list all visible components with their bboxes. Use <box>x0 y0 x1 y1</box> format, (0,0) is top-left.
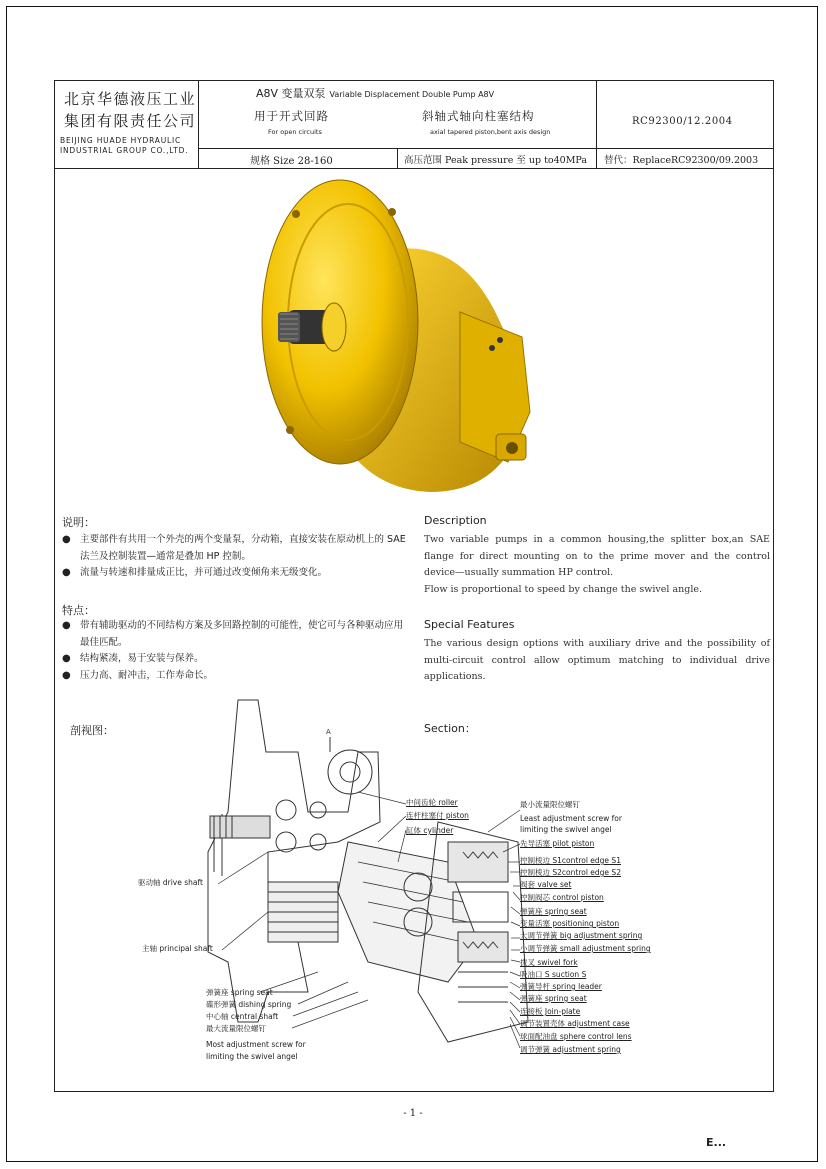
section-marker-a: A <box>326 728 331 736</box>
label-right-0: 最小流量限位螺钉 <box>520 800 580 809</box>
size-range: 规格 Size 28-160 <box>250 156 333 167</box>
label-right-1: Least adjustment screw for <box>520 814 622 823</box>
label-most-adjustment-cn: 最大流量限位螺钉 <box>206 1024 266 1033</box>
section-heading-cn: 剖视图： <box>70 724 114 737</box>
list-item: ● 压力高、耐冲击，工作寿命长。 <box>62 668 412 685</box>
label-drive-shaft: 驱动轴 drive shaft <box>138 878 203 887</box>
label-right-2: limiting the swivel angel <box>520 825 612 834</box>
open-circuit-cn: 用于开式回路 <box>254 109 329 123</box>
label-right-5: 控制棱边 S2control edge S2 <box>520 868 621 877</box>
list-item: ● 主要部件有共用一个外壳的两个变量泵，分动箱，直接安装在原动机上的 SAE 法兰及控制装置—通常是叠加 HP 控制。 <box>62 532 412 565</box>
label-right-8: 弹簧座 spring seat <box>520 907 587 916</box>
design-en: axial tapered piston,bent axis design <box>430 128 551 136</box>
label-right-16: 连接板 Join-plate <box>520 1007 581 1016</box>
company-name-en: BEIJING HUADE HYDRAULIC INDUSTRIAL GROUP CO.,LTD. <box>60 136 189 155</box>
label-right-6: 阀套 valve set <box>520 880 572 889</box>
label-dishing-spring: 碟形弹簧 dishing spring <box>206 1000 292 1009</box>
design-cn: 斜轴式轴向柱塞结构 <box>422 109 535 123</box>
label-spring-seat-left: 弹簧座 spring seat <box>206 988 273 997</box>
label-right-14: 弹簧导杆 spring leader <box>520 982 602 991</box>
label-cylinder: 缸体 cylinder <box>406 826 454 835</box>
page-number: - 1 - <box>403 1108 423 1119</box>
label-right-10: 大调节弹簧 big adjustment spring <box>520 931 643 940</box>
features-heading-cn: 特点： <box>62 604 95 617</box>
corner-mark: E... <box>706 1136 727 1149</box>
pressure-range: 高压范围 Peak pressure 至 up to40MPa <box>404 155 588 166</box>
description-heading-cn: 说明： <box>62 516 95 529</box>
features-list-cn <box>62 618 412 684</box>
label-roller: 中间齿轮 roller <box>406 798 458 807</box>
label-right-3: 先导活塞 pilot piston <box>520 839 595 848</box>
pump-photo <box>260 172 550 502</box>
label-right-12: 拨叉 swivel fork <box>520 958 578 967</box>
description-list-cn <box>62 532 412 582</box>
label-right-15: 弹簧座 spring seat <box>520 994 587 1003</box>
list-item: ● 带有辅助驱动的不同结构方案及多回路控制的可能性，使它可与各种驱动应用最佳匹配。 <box>62 618 412 651</box>
label-right-17: 调节装置壳体 adjustment case <box>520 1019 630 1028</box>
document-number: RC92300/12.2004 <box>632 116 733 127</box>
label-right-18: 球面配油盘 sphere control lens <box>520 1032 632 1041</box>
list-item: ● 流量与转速和排量成正比，并可通过改变倾角来无级变化。 <box>62 565 412 582</box>
list-item: ● 结构紧凑，易于安装与保养。 <box>62 651 412 668</box>
label-right-4: 控制棱边 S1control edge S1 <box>520 856 621 865</box>
description-heading-en: Description <box>424 514 487 527</box>
product-title: A8V 变量双泵 Variable Displacement Double Pump A8V <box>256 87 495 100</box>
label-right-13: 吸油口 S suction S <box>520 970 587 979</box>
company-name-cn: 北京华德液压工业 集团有限责任公司 <box>64 90 197 130</box>
open-circuit-en: For open circuits <box>268 128 322 136</box>
label-central-shaft: 中心轴 central shaft <box>206 1012 279 1021</box>
features-text-en: The various design options with auxiliary drive and the possibility of multi-circuit control allow optimum matching to individual drive applications. <box>424 638 770 682</box>
label-right-11: 小调节弹簧 small adjustment spring <box>520 944 651 953</box>
label-most-adjustment-en-2: limiting the swivel angel <box>206 1052 298 1061</box>
description-text-en: Two variable pumps in a common housing,the splitter box,an SAE flange for direct mounting on to the prime mover and the control device—usually summation HP control. Flow is proportional to speed by change the swivel angle. <box>424 534 770 595</box>
features-heading-en: Special Features <box>424 618 515 631</box>
replace-note: 替代：ReplaceRC92300/09.2003 <box>604 155 759 166</box>
label-most-adjustment-en-1: Most adjustment screw for <box>206 1040 306 1049</box>
label-right-7: 控制阀芯 control piston <box>520 893 604 902</box>
label-right-9: 变量活塞 positioning piston <box>520 919 620 928</box>
label-right-19: 调节弹簧 adjustment spring <box>520 1045 621 1054</box>
label-principal-shaft: 主轴 principal shaft <box>142 944 213 953</box>
section-heading-en: Section： <box>424 722 476 735</box>
header-table <box>54 80 774 168</box>
label-piston: 连杆柱塞付 piston <box>406 811 469 820</box>
